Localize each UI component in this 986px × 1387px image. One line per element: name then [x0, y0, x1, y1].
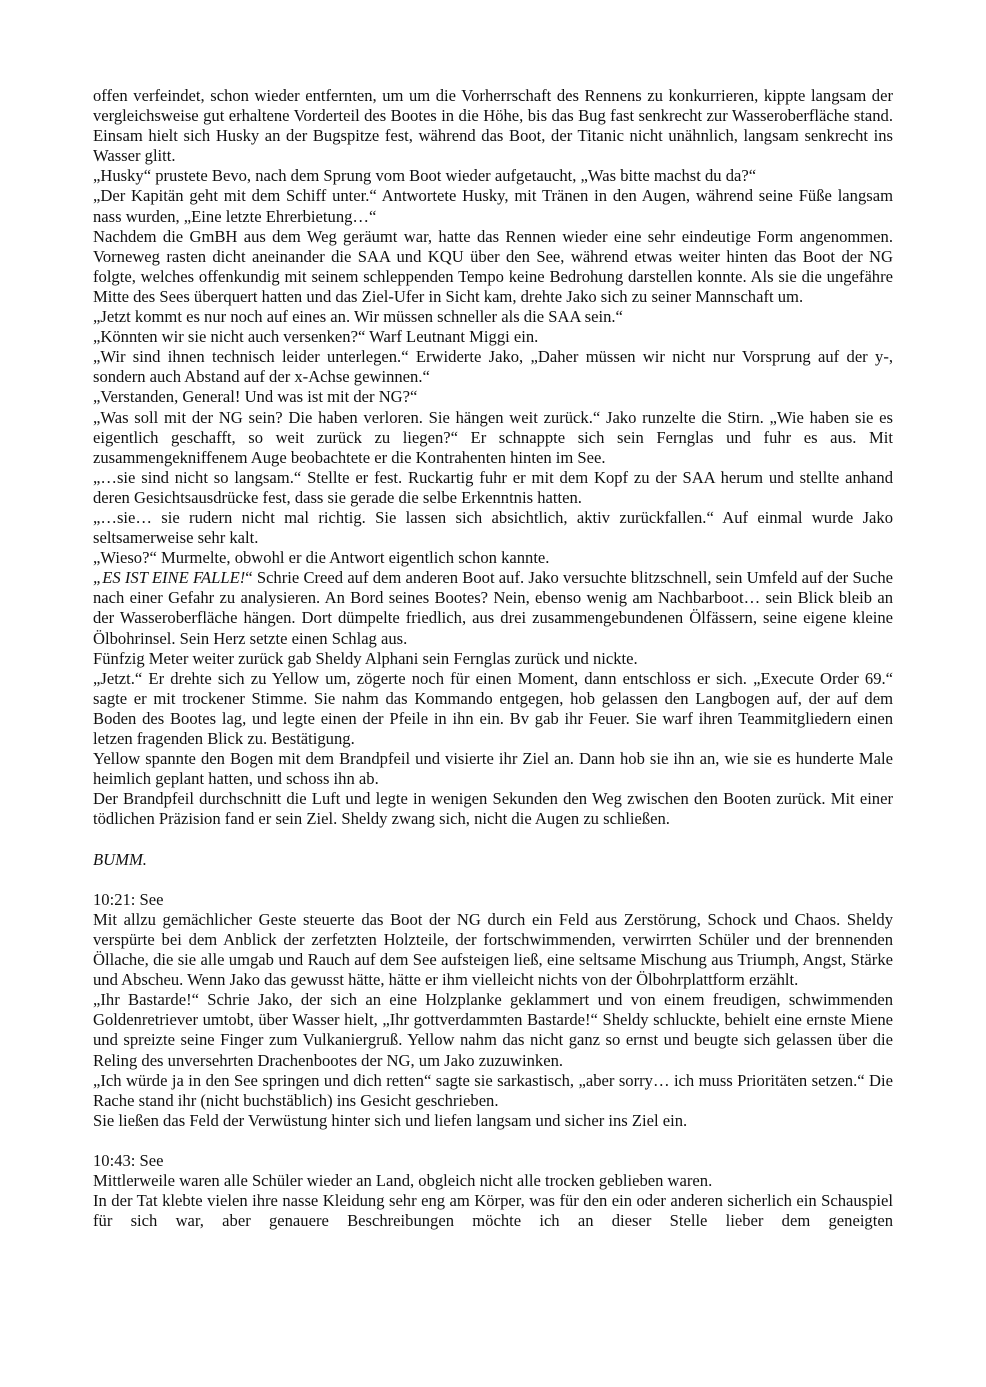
dialogue-line: „…sie… sie rudern nicht mal richtig. Sie lassen sich absichtlich, aktiv zurückfallen.“ Auf einmal wurde Jako seltsamerweise sehr kalt.: [93, 507, 893, 548]
dialogue-line: „Jetzt kommt es nur noch auf eines an. Wir müssen schneller als die SAA sein.“: [93, 307, 623, 327]
blank-line: [93, 829, 893, 849]
dialogue-line: „Der Kapitän geht mit dem Schiff unter.“ Antwortete Husky, mit Tränen in den Augen, während seine Füße langsam nass wurden, „Eine letzte Ehrerbietung…“: [93, 186, 893, 226]
dialogue-line: „Wieso?“ Murmelte, obwohl er die Antwort eigentlich schon kannte.: [93, 548, 550, 568]
paragraph: Mit allzu gemächlicher Geste steuerte das Boot der NG durch ein Feld aus Zerstörung, Schock und Chaos. Sheldy verspürte bei dem Anblick der zerfetzten Holzteile, der fortschwimmenden, verwirrten Schüler und der brennenden Öllache, die sie alle umgab und Rauch auf dem See aufsteigen ließ, eine seltsame Mischung aus Triumph, Angst, Stärke und Abscheu. Wenn Jako das gewusst hätte, hätte er ihm vielleicht nichts von der Ölbohrplattform erzählt.: [93, 909, 893, 990]
paragraph: Yellow spannte den Bogen mit dem Brandpfeil und visierte ihr Ziel an. Dann hob sie ihn an, wie sie es hunderte Male heimlich geplant hatten, und schoss ihn ab.: [93, 749, 893, 789]
paragraph: Fünfzig Meter weiter zurück gab Sheldy Alphani sein Fernglas zurück und nickte.: [93, 648, 638, 668]
paragraph: Mittlerweile waren alle Schüler wieder an Land, obgleich nicht alle trocken geblieben waren.: [93, 1171, 713, 1191]
paragraph: offen verfeindet, schon wieder entfernten, um um die Vorherrschaft des Rennens zu konkurrieren, kippte langsam der vergleichsweise gut erhaltene Vorderteil des Bootes in die Höhe, bis das Bug fast senkrecht zur Wasseroberfläche stand. Einsam hielt sich Husky an der Bugspitze fest, während das Boot, der Titanic nicht unähnlich, langsam senkrecht ins Wasser glitt.: [93, 86, 893, 166]
dialogue-line: „Husky“ prustete Bevo, nach dem Sprung vom Boot wieder aufgetaucht, „Was bitte machst du da?“: [93, 166, 757, 186]
dialogue-line: „Wir sind ihnen technisch leider unterlegen.“ Erwiderte Jako, „Daher müssen wir nicht nur Vorsprung auf der y-, sondern auch Abstand auf der x-Achse gewinnen.“: [93, 347, 893, 387]
paragraph: Nachdem die GmBH aus dem Weg geräumt war, hatte das Rennen wieder eine sehr eindeutige Form angenommen. Vorneweg rasten dicht aneinander die SAA und KQU über den See, während etwas weiter hinten das Boot der NG folgte, welches offenkundig mit seinem schleppenden Tempo keine Bedrohung darstellen konnte. Als sie die ungefähre Mitte des Sees überquert hatten und das Ziel-Ufer in Sicht kam, drehte Jako sich zu seiner Mannschaft um.: [93, 226, 893, 306]
document-page: [93, 86, 893, 1231]
paragraph: In der Tat klebte vielen ihre nasse Kleidung sehr eng am Körper, was für den ein oder anderen sicherlich ein Schauspiel für sich war, aber genauere Beschreibungen möchte ich an dieser Stelle lieber dem geneigten: [93, 1191, 893, 1231]
dialogue-line: „Jetzt.“ Er drehte sich zu Yellow um, zögerte noch für einen Moment, dann entschloss er sich. „Execute Order 69.“ sagte er mit trockener Stimme. Sie nahm das Kommando entgegen, hob gelassen den Langbogen auf, der auf dem Boden des Bootes lag, und legte einen der Pfeile in ihn ein. Bv gab ihr Feuer. Sie warf ihren Teammitgliedern einen letzen fragenden Blick zu. Bestätigung.: [93, 668, 893, 748]
sound-effect: BUMM.: [93, 849, 147, 869]
dialogue-line: [93, 568, 893, 648]
dialogue-line: „…sie sind nicht so langsam.“ Stellte er fest. Ruckartig fuhr er mit dem Kopf zu der SAA herum und stellte anhand deren Gesichtsausdrücke fest, dass sie gerade die selbe Erkenntnis hatten.: [93, 467, 893, 507]
dialogue-line: „Ihr Bastarde!“ Schrie Jako, der sich an eine Holzplanke geklammert und von einem freudigen, schwimmenden Goldenretriever umtobt, über Wasser hielt, „Ihr gottverdammten Bastarde!“ Sheldy schluckte, behielt eine ernste Miene und spreizte seine Finger zum Vulkaniergruß. Yellow nahm das nicht ganz so ernst und beugte sich gelassen über die Reling des unversehrten Drachenbootes der NG, um Jako zuzuwinken.: [93, 990, 893, 1070]
blank-line: [93, 870, 893, 890]
blank-line: [93, 1131, 893, 1151]
dialogue-line: „Was soll mit der NG sein? Die haben verloren. Sie hängen weit zurück.“ Jako runzelte die Stirn. „Wie haben sie es eigentlich geschafft, so weit zurück zu liegen?“ Er schnappte sich sein Fernglas und fuhr es aus. Mit zusammengekniffenem Auge beobachtete er die Kontrahenten hinten im See.: [93, 407, 893, 467]
italic-exclamation: „ES IST EINE FALLE!: [93, 568, 246, 588]
scene-heading: 10:43: See: [93, 1150, 164, 1170]
dialogue-line: „Könnten wir sie nicht auch versenken?“ Warf Leutnant Miggi ein.: [93, 327, 539, 347]
scene-heading: 10:21: See: [93, 889, 164, 909]
paragraph-text: “ Schrie Creed auf dem anderen Boot auf. Jako versuchte blitzschnell, sein Umfeld auf der Suche nach einer Gefahr zu analysieren. An Bord seines Bootes? Nein, ebenso wenig am Nachbarboot… sein Blick bleib an der Wasseroberfläche hängen. Dort dümpelte friedlich, aus drei zusammengebundenen Ölfässern, seine eigene kleine Ölbohrinsel. Sein Herz setzte einen Schlag aus.: [93, 568, 893, 648]
dialogue-line: „Verstanden, General! Und was ist mit der NG?“: [93, 387, 418, 407]
paragraph: Der Brandpfeil durchschnitt die Luft und legte in wenigen Sekunden den Weg zwischen den Booten zurück. Mit einer tödlichen Präzision fand er sein Ziel. Sheldy zwang sich, nicht die Augen zu schließen.: [93, 789, 893, 829]
paragraph: Sie ließen das Feld der Verwüstung hinter sich und liefen langsam und sicher ins Ziel ein.: [93, 1110, 688, 1130]
dialogue-line: „Ich würde ja in den See springen und dich retten“ sagte sie sarkastisch, „aber sorry… ich muss Prioritäten setzen.“ Die Rache stand ihr (nicht buchstäblich) ins Gesicht geschrieben.: [93, 1070, 893, 1110]
